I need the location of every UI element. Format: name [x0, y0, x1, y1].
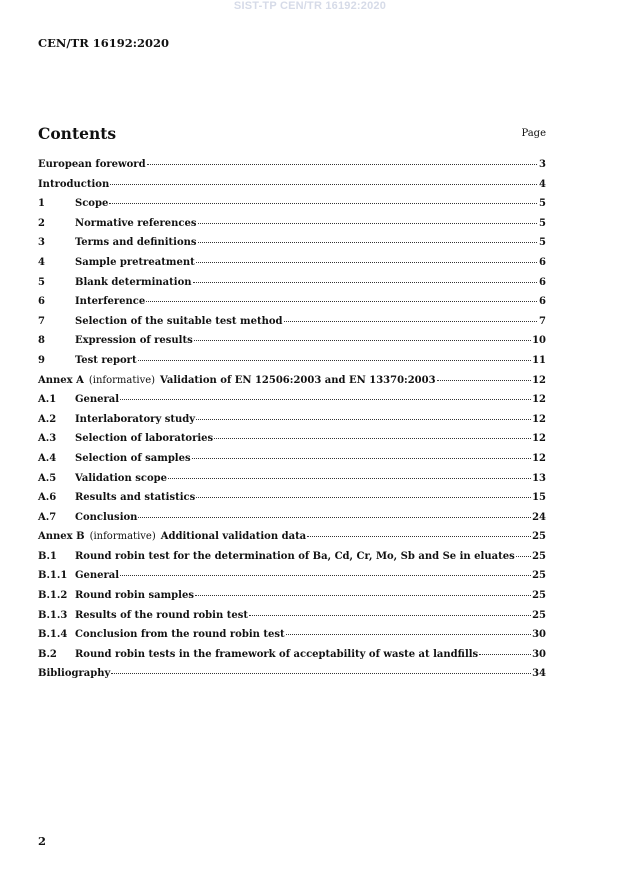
toc-entry-title: Terms and definitions — [75, 237, 197, 249]
table-of-contents — [38, 159, 546, 688]
toc-entry-title: Results and statistics — [75, 492, 196, 504]
toc-entry-page: 12 — [532, 433, 546, 445]
toc-entry-page: 25 — [532, 531, 546, 543]
page-column-label: Page — [521, 128, 546, 139]
toc-entry-title: European foreword — [38, 159, 146, 170]
toc-entry[interactable] — [38, 414, 546, 434]
toc-entry-title: Bibliography — [38, 668, 111, 680]
contents-heading: Contents — [38, 124, 117, 143]
toc-entry[interactable] — [38, 394, 546, 414]
toc-dot-leader — [198, 223, 538, 224]
toc-entry[interactable] — [38, 433, 546, 453]
toc-entry[interactable] — [38, 473, 546, 493]
toc-entry-title: General — [75, 570, 120, 582]
toc-entry-number: A.3 — [38, 433, 57, 445]
toc-dot-leader — [284, 321, 538, 322]
toc-dot-leader — [198, 242, 537, 243]
toc-entry-number: 3 — [38, 237, 45, 249]
page-number: 2 — [38, 834, 47, 848]
toc-entry-title: Test report — [75, 354, 137, 366]
toc-entry-page: 5 — [539, 198, 546, 210]
toc-entry[interactable] — [38, 218, 546, 238]
toc-entry-title: Results of the round robin test — [75, 609, 248, 621]
toc-dot-leader — [516, 556, 531, 557]
toc-entry-number: A.4 — [38, 452, 57, 464]
toc-entry-title: Validation of EN 12506:2003 and EN 13370:2003 — [160, 374, 436, 386]
toc-dot-leader — [286, 634, 531, 635]
toc-dot-leader — [196, 262, 537, 263]
toc-entry-page: 25 — [532, 590, 546, 602]
toc-entry-title: Scope — [75, 198, 109, 210]
toc-entry-title: Selection of the suitable test method — [75, 315, 283, 327]
toc-entry[interactable] — [38, 316, 546, 336]
toc-entry-title: Sample pretreatment — [75, 256, 195, 268]
toc-entry-page: 6 — [539, 276, 546, 288]
toc-dot-leader — [192, 458, 531, 459]
toc-entry[interactable] — [38, 610, 546, 630]
toc-dot-leader — [307, 536, 531, 537]
toc-informative: (informative) — [88, 374, 156, 386]
toc-entry[interactable] — [38, 668, 546, 688]
toc-dot-leader — [249, 615, 531, 616]
toc-dot-leader — [109, 203, 537, 204]
toc-entry[interactable] — [38, 179, 546, 199]
toc-dot-leader — [110, 184, 537, 185]
toc-dot-leader — [214, 438, 531, 439]
toc-entry-page: 15 — [532, 492, 546, 504]
toc-dot-leader — [146, 301, 537, 302]
toc-annex-label: Annex A — [38, 374, 84, 386]
toc-dot-leader — [111, 673, 531, 674]
toc-dot-leader — [168, 478, 531, 479]
toc-dot-leader — [147, 164, 537, 165]
toc-entry[interactable] — [38, 492, 546, 512]
toc-entry[interactable] — [38, 159, 546, 179]
toc-entry-page: 24 — [532, 511, 546, 523]
toc-dot-leader — [195, 595, 531, 596]
toc-entry[interactable] — [38, 512, 546, 532]
toc-dot-leader — [196, 419, 531, 420]
toc-entry-page: 13 — [532, 472, 546, 484]
toc-dot-leader — [479, 654, 531, 655]
document-id: CEN/TR 16192:2020 — [38, 36, 170, 50]
toc-dot-leader — [194, 340, 531, 341]
watermark: SIST-TP CEN/TR 16192:2020 — [233, 0, 387, 12]
toc-entry-number: 7 — [38, 315, 45, 327]
toc-entry-page: 6 — [539, 256, 546, 268]
toc-entry-number: 4 — [38, 256, 45, 268]
toc-dot-leader — [193, 282, 537, 283]
toc-entry-title: Validation scope — [75, 472, 167, 484]
toc-entry-number: 5 — [38, 276, 45, 288]
toc-entry-title: General — [75, 394, 120, 406]
toc-entry-title: Round robin tests in the framework of acceptability of waste at landfills — [75, 648, 479, 660]
toc-entry-page: 25 — [532, 570, 546, 582]
toc-entry-page: 10 — [532, 335, 546, 347]
toc-entry-page: 30 — [532, 648, 546, 660]
toc-entry-number: B.2 — [38, 648, 57, 660]
toc-entry-title: Interference — [75, 296, 146, 308]
toc-entry[interactable] — [38, 570, 546, 590]
toc-annex-label: Annex B — [38, 531, 85, 543]
toc-entry-number: A.7 — [38, 511, 57, 523]
toc-entry[interactable] — [38, 551, 546, 571]
toc-entry-number: 9 — [38, 354, 45, 366]
toc-entry-number: A.6 — [38, 492, 57, 504]
toc-entry-page: 3 — [539, 159, 546, 170]
toc-entry-title: Introduction — [38, 178, 110, 190]
toc-entry-title: Blank determination — [75, 276, 192, 288]
toc-entry[interactable] — [38, 335, 546, 355]
toc-entry-page: 30 — [532, 629, 546, 641]
toc-entry[interactable] — [38, 590, 546, 610]
toc-entry-number: B.1.4 — [38, 629, 68, 641]
toc-entry-number: 1 — [38, 198, 45, 210]
toc-entry-number: A.2 — [38, 413, 57, 425]
toc-entry[interactable] — [38, 453, 546, 473]
toc-dot-leader — [138, 517, 531, 518]
toc-entry-title: Additional validation data — [160, 531, 307, 543]
toc-dot-leader — [437, 380, 532, 381]
toc-entry[interactable] — [38, 257, 546, 277]
toc-entry-number: 8 — [38, 335, 45, 347]
toc-entry-page: 12 — [532, 413, 546, 425]
toc-entry-title: Round robin samples — [75, 590, 194, 602]
toc-entry[interactable] — [38, 375, 546, 395]
toc-entry-page: 6 — [539, 296, 546, 308]
toc-entry-title: Round robin test for the determination of Ba, Cd, Cr, Mo, Sb and Se in eluates — [75, 550, 515, 562]
toc-entry-number: B.1.2 — [38, 590, 68, 602]
toc-entry-page: 25 — [532, 609, 546, 621]
toc-dot-leader — [120, 399, 531, 400]
toc-entry-title: Conclusion — [75, 511, 138, 523]
toc-entry[interactable] — [38, 629, 546, 649]
toc-entry[interactable] — [38, 296, 546, 316]
toc-entry-number: 6 — [38, 296, 45, 308]
toc-entry-number: 2 — [38, 217, 45, 229]
toc-entry-title: Selection of samples — [75, 452, 191, 464]
toc-entry-page: 34 — [532, 668, 546, 680]
toc-entry-title: Interlaboratory study — [75, 413, 196, 425]
toc-entry-number: B.1.1 — [38, 570, 68, 582]
toc-entry-number: B.1.3 — [38, 609, 68, 621]
toc-entry-number: A.1 — [38, 394, 57, 406]
toc-entry-page: 12 — [532, 452, 546, 464]
toc-entry-page: 12 — [532, 374, 546, 386]
toc-entry-page: 7 — [539, 315, 546, 327]
toc-entry[interactable] — [38, 277, 546, 297]
toc-entry-page: 5 — [539, 237, 546, 249]
toc-dot-leader — [138, 360, 532, 361]
toc-entry-title: Selection of laboratories — [75, 433, 214, 445]
toc-entry[interactable] — [38, 649, 546, 669]
toc-entry[interactable] — [38, 237, 546, 257]
toc-entry-title: Expression of results — [75, 335, 193, 347]
toc-entry-page: 4 — [539, 178, 546, 190]
toc-entry-page: 5 — [539, 217, 546, 229]
toc-entry-page: 11 — [532, 354, 546, 366]
toc-entry-number: A.5 — [38, 472, 57, 484]
toc-entry-title: Conclusion from the round robin test — [75, 629, 285, 641]
toc-dot-leader — [196, 497, 531, 498]
toc-entry[interactable] — [38, 355, 546, 375]
toc-informative: (informative) — [89, 531, 156, 543]
toc-entry-page: 12 — [532, 394, 546, 406]
toc-entry-page: 25 — [532, 550, 546, 562]
toc-entry[interactable] — [38, 531, 546, 551]
toc-entry-title: Normative references — [75, 217, 197, 229]
toc-entry[interactable] — [38, 198, 546, 218]
toc-dot-leader — [120, 575, 531, 576]
toc-entry-number: B.1 — [38, 550, 57, 562]
